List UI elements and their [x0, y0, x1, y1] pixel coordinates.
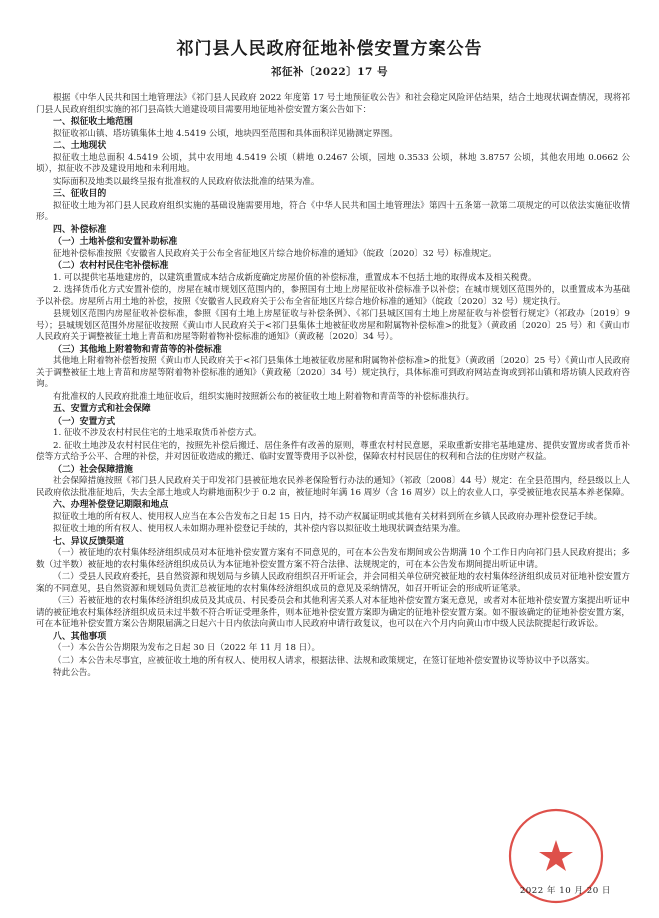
- section-heading: 三、征收目的: [53, 189, 107, 199]
- body-paragraph: （一）本公告公告期限为发布之日起 30 日（2022 年 11 月 18 日）。: [53, 643, 321, 653]
- section-heading: （三）其他地上附着物和青苗等的补偿标准: [53, 344, 222, 355]
- intro-paragraph: 根据《中华人民共和国土地管理法》《祁门县人民政府 2022 年度第 17 号土地预征收公告》和社会稳定风险评估结果，结合土地现状调查情况，现将祁门县人民政府组织实施的祁门县高铁大道建设项目需要用地征地补偿安置方案公告如下：: [36, 93, 630, 115]
- body-paragraph: （一）被征地的农村集体经济组织成员对本征地补偿安置方案有不同意见的，可在本公告发布期间或公告期满 10 个工作日内向祁门县人民政府提出；多数（过半数）被征地的农村集体经济组织成员认为本征地补偿安置方案不符合法律、法规规定的，可在本公告发布期间提出听证申请。: [36, 548, 630, 570]
- section-heading: 五、安置方式和社会保障: [53, 404, 151, 414]
- body-paragraph: 2. 征收土地涉及农村村民住宅的，按照先补偿后搬迁、居住条件有改善的原则，尊重农村村民意愿，采取重新安排宅基地建房、提供安置房或者货币补偿等方式给予公平、合理的补偿，并对因征收造成的搬迁、临时安置等费用予以补偿，保障农村村民居住的权利和合法的住房财产权益。: [36, 440, 630, 462]
- section-heading: （二）农村村民住宅补偿标准: [53, 261, 169, 271]
- body-paragraph: 拟征收土地的所有权人、使用权人未如期办理补偿登记手续的，其补偿内容以拟征收土地现状调查结果为准。: [53, 524, 466, 534]
- body-paragraph: 特此公告。: [53, 668, 96, 678]
- body-paragraph: 有批准权的人民政府批准土地征收后，组织实施时按照新公布的被征收土地上附着物和青苗等的补偿标准执行。: [53, 391, 475, 402]
- section-heading: （二）社会保障措施: [53, 464, 133, 475]
- body-paragraph: 2. 选择货币化方式安置补偿的，房屋在城市规划区范围内的，参照国有土地上房屋征收补偿标准予以补偿；在城市规划区范围外的，以重置成本为基础予以补偿。房屋所占用土地的补偿，按照《安徽省人民政府关于公布全省征地区片综合地价标准的通知》（皖政〔2020〕32 号）规定执行。: [36, 285, 630, 307]
- document-number: 祁征补〔2022〕17 号: [271, 66, 388, 78]
- section-heading: 六、办理补偿登记期限和地点: [53, 500, 169, 510]
- page-title: 祁门县人民政府征地补偿安置方案公告: [176, 39, 483, 59]
- body-paragraph: （二）本公告未尽事宜，应被征收土地的所有权人、使用权人请求，根据法律、法规和政策规定，在签订征地补偿安置协议等协议中予以落实。: [53, 655, 595, 666]
- body-paragraph: 社会保障措施按照《祁门县人民政府关于印发祁门县被征地农民养老保险暂行办法的通知》（祁政〔2008〕44 号）规定：在全县范围内，经县级以上人民政府依法批准征地后，失去全部土地或人均耕地面积少于 0.2 亩，被征地时年满 16 周岁（含 16 周岁）以上的农业人口，享受被征地农民基本养老保障。: [36, 476, 630, 498]
- body-paragraph: （三）若被征地的农村集体经济组织成员及其成员、村民委员会和其他利害关系人对本征地补偿安置方案无意见，或者对本征地补偿安置方案提出听证申请的被征地农村集体经济组织成员未过半数不符合听证受理条件，则本征地补偿安置方案即为确定的征地补偿安置方案。如不服该确定的征地补偿安置方案，可在本征地补偿安置方案公告期限届满之日起六十日内依法向黄山市人民政府申请行政复议，也可以在六个月内向黄山市中级人民法院提起行政诉讼。: [36, 596, 630, 629]
- body-paragraph: 其他地上附着物补偿暂按照《黄山市人民政府关于<祁门县集体土地被征收房屋和附属物补偿标准>的批复》（黄政函〔2020〕25 号）《黄山市人民政府关于调整被征土地上青苗和房屋等附着物补偿标准的通知》（黄政秘〔2020〕34 号）规定执行，具体标准可到政府网站查询或到祁山镇和塔坊镇人民政府咨询。: [36, 356, 630, 389]
- body-paragraph: 1. 可以提供宅基地建房的，以建筑重置成本结合成新度确定房屋价值的补偿标准，重置成本不包括土地的取得成本及相关税费。: [53, 272, 537, 283]
- body-paragraph: 县规划区范围内房屋征收补偿标准，参照《国有土地上房屋征收与补偿条例》、《祁门县城区国有土地上房屋征收与补偿暂行规定》（祁政办〔2019〕9 号）；县城规划区范围外房屋征收按照《黄山市人民政府关于<祁门县集体土地被征收房屋和附属物补偿标准>的批复》（黄政函〔2020〕25 号）和《黄山市人民政府关于调整被征土地上青苗和房屋等附着物补偿标准的通知》（黄政秘〔2020〕34 号）。: [36, 309, 630, 342]
- body-paragraph: 拟征收土地的所有权人、使用权人应当在本公告发布之日起 15 日内，持不动产权属证明或其他有关材料到所在乡镇人民政府办理补偿登记手续。: [53, 511, 603, 522]
- body-paragraph: 拟征收祁山镇、塔坊镇集体土地 4.5419 公顷，地块四至范围和具体面积详见勘测定界图。: [53, 128, 398, 139]
- body-paragraph: 拟征收土地总面积 4.5419 公顷，其中农用地 4.5419 公顷（耕地 0.2467 公顷，园地 0.3533 公顷，林地 3.8757 公顷，其他农用地 0.0662 公顷），拟征收不涉及建设用地和未利用地。: [36, 152, 630, 174]
- section-heading: 七、异议反馈渠道: [53, 536, 124, 547]
- issue-date: 2022 年 10 月 20 日: [519, 886, 611, 896]
- section-heading: 四、补偿标准: [53, 224, 107, 235]
- section-heading: 一、拟征收土地范围: [53, 117, 133, 127]
- section-heading: （一）土地补偿和安置补助标准: [53, 237, 178, 247]
- body-paragraph: 实际面积及地类以最终呈报有批准权的人民政府依法批准的结果为准。: [53, 176, 320, 187]
- body-paragraph: 拟征收土地为祁门县人民政府组织实施的基础设施需要用地，符合《中华人民共和国土地管理法》第四十五条第一款第二项规定的可以依法实施征收情形。: [36, 200, 630, 222]
- body-paragraph: 征地补偿标准按照《安徽省人民政府关于公布全省征地区片综合地价标准的通知》（皖政〔2020〕32 号）标准规定。: [53, 248, 497, 259]
- section-heading: 八、其他事项: [53, 631, 107, 642]
- notice-body: [36, 93, 630, 681]
- section-heading: （一）安置方式: [53, 416, 116, 427]
- body-paragraph: （二）受县人民政府委托，县自然资源和规划局与乡镇人民政府组织召开听证会，并会同相关单位研究被征地的农村集体经济组织成员对征地补偿安置方案的不同意见，县自然资源和规划局负责汇总被征地的农村集体经济组织成员的意见及采纳情况，如召开听证会的形成听证笔录。: [36, 572, 630, 594]
- section-heading: 二、土地现状: [53, 141, 107, 151]
- body-paragraph: 1. 征收不涉及农村村民住宅的土地采取货币补偿方式。: [53, 428, 262, 438]
